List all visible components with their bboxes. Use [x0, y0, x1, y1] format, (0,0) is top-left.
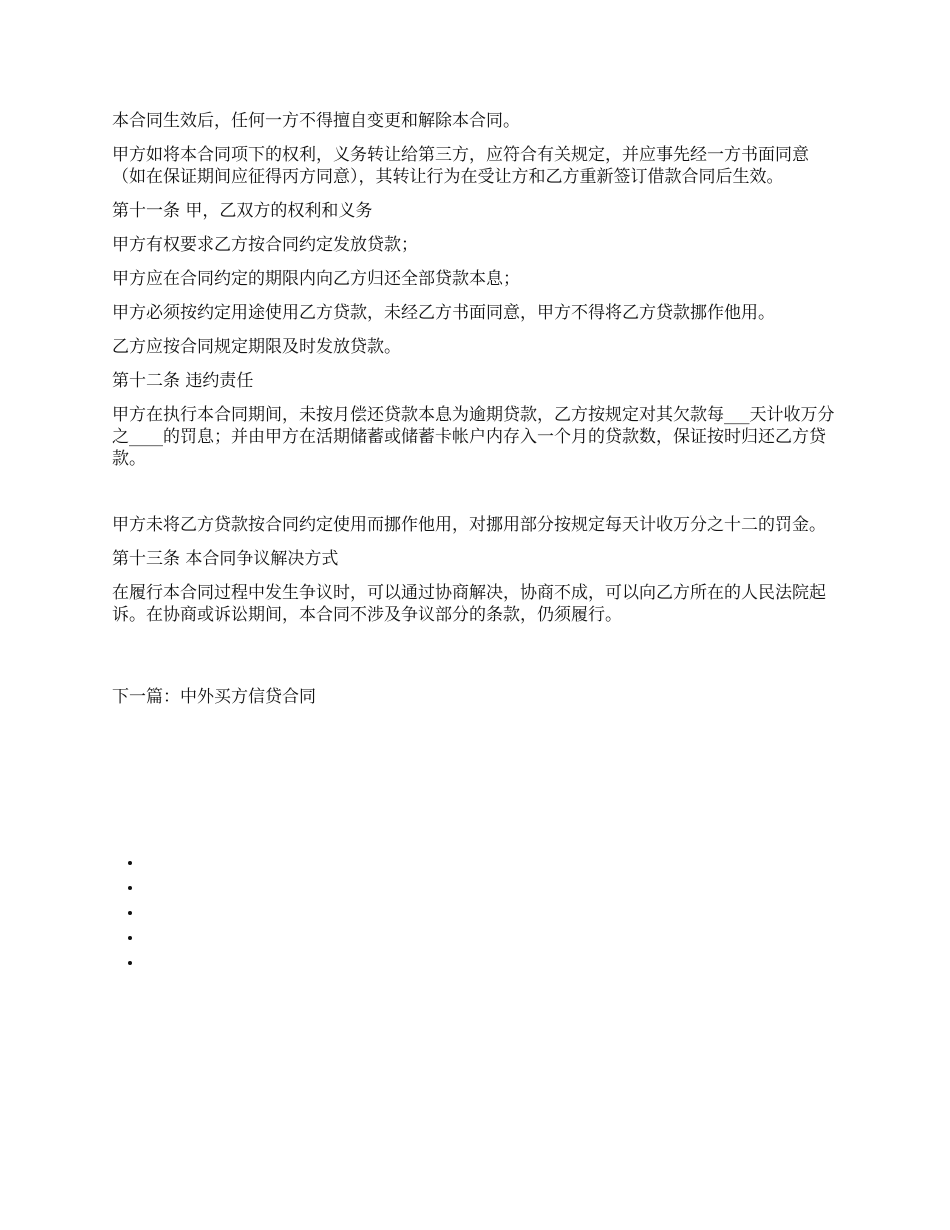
- next-article-link[interactable]: 下一篇：中外买方信贷合同: [112, 687, 316, 707]
- paragraph-loan-usage: 甲方必须按约定用途使用乙方贷款，未经乙方书面同意，甲方不得将乙方贷款挪作他用。: [112, 303, 775, 323]
- paragraph-dispute-resolution: 在履行本合同过程中发生争议时，可以通过协商解决，协商不成，可以向乙方所在的人民法院起诉。在协商或诉讼期间，本合同不涉及争议部分的条款，仍须履行。: [112, 583, 826, 625]
- document-body: [112, 110, 842, 708]
- article-12-heading: 第十二条 违约责任: [112, 371, 254, 391]
- paragraph-repayment: 甲方应在合同约定的期限内向乙方归还全部贷款本息；: [112, 269, 520, 289]
- paragraph-misuse-penalty: 甲方未将乙方贷款按合同约定使用而挪作他用，对挪用部分按规定每天计收万分之十二的罚金。: [112, 515, 826, 535]
- article-11-heading: 第十一条 甲，乙双方的权利和义务: [112, 201, 373, 221]
- paragraph-no-modification: 本合同生效后，任何一方不得擅自变更和解除本合同。: [112, 111, 520, 131]
- paragraph-overdue-penalty: 甲方在执行本合同期间，未按月偿还贷款本息为逾期贷款，乙方按规定对其欠款每___天计收万分之____的罚息；并由甲方在活期储蓄或储蓄卡帐户内存入一个月的贷款数，保证按时归还乙方贷款。: [112, 405, 835, 469]
- article-13-heading: 第十三条 本合同争议解决方式: [112, 549, 339, 569]
- paragraph-transfer-rights: 甲方如将本合同项下的权利，义务转让给第三方，应符合有关规定，并应事先经一方书面同意（如在保证期间应征得丙方同意），其转让行为在受让方和乙方重新签订借款合同后生效。: [112, 145, 809, 187]
- paragraph-lender-duty: 乙方应按合同规定期限及时发放贷款。: [112, 337, 401, 357]
- paragraph-right-to-loan: 甲方有权要求乙方按合同约定发放贷款；: [112, 235, 418, 255]
